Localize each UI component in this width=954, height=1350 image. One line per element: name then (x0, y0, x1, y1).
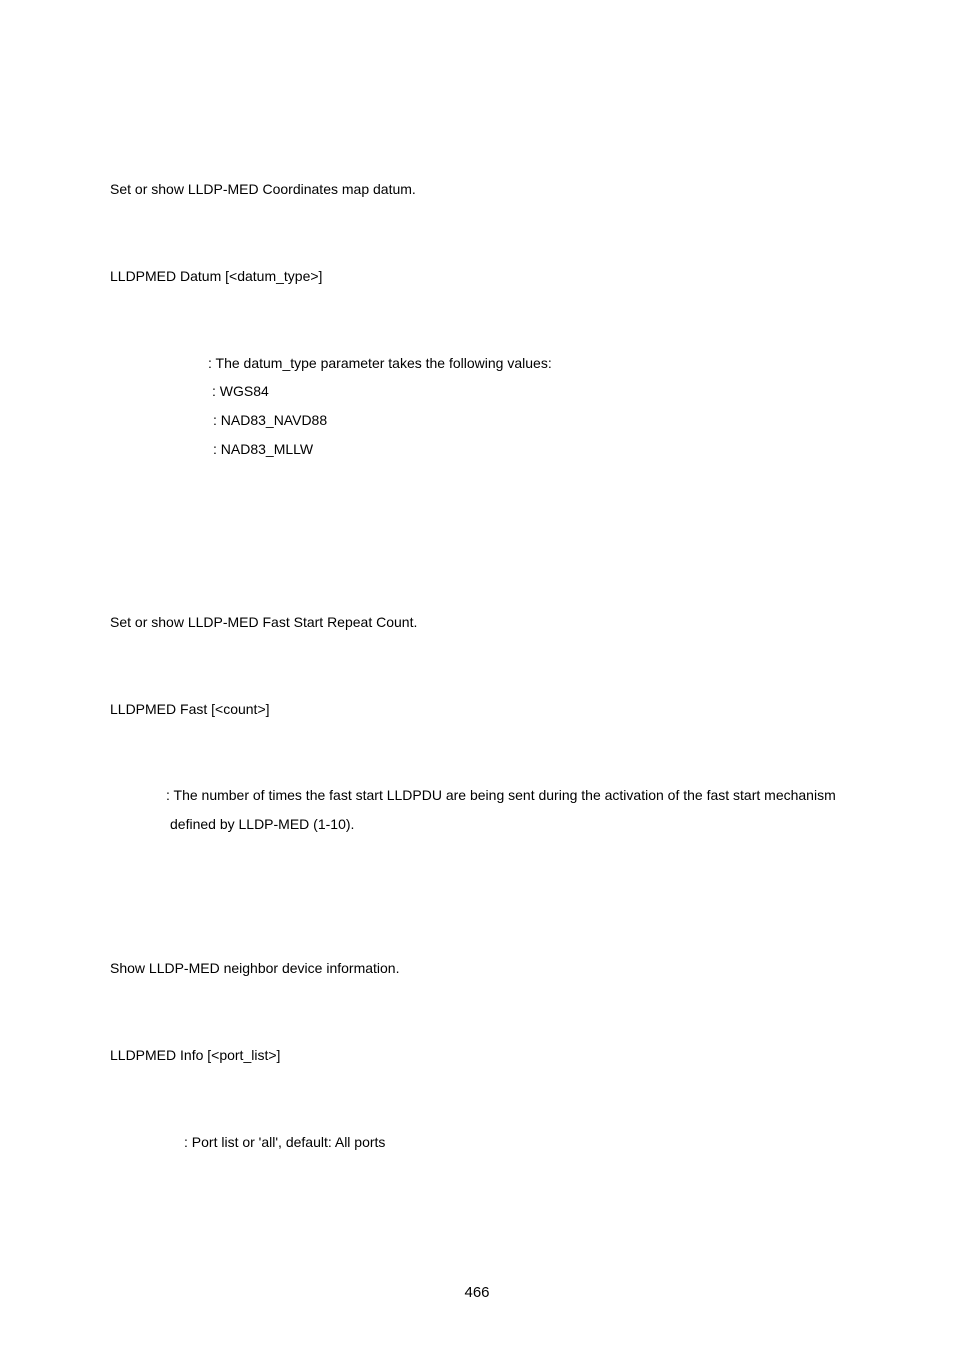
datum-description: Set or show LLDP-MED Coordinates map datum. (110, 181, 416, 197)
info-parameter: : Port list or 'all', default: All ports (184, 1134, 386, 1150)
datum-value-nad83-navd88: : NAD83_NAVD88 (213, 412, 328, 428)
info-description: Show LLDP-MED neighbor device information. (110, 960, 400, 976)
page-number: 466 (464, 1284, 490, 1301)
datum-syntax: LLDPMED Datum [<datum_type>] (110, 268, 323, 284)
fast-parameter-line-1: : The number of times the fast start LLDPDU are being sent during the activation of the fast start mechanism (166, 787, 836, 803)
datum-value-nad83-mllw: : NAD83_MLLW (213, 441, 314, 457)
datum-value-wgs84: : WGS84 (212, 383, 269, 399)
fast-description: Set or show LLDP-MED Fast Start Repeat Count. (110, 614, 418, 630)
info-syntax: LLDPMED Info [<port_list>] (110, 1047, 281, 1063)
datum-parameter-intro: : The datum_type parameter takes the following values: (208, 355, 552, 371)
fast-parameter-line-2: defined by LLDP-MED (1-10). (170, 816, 355, 832)
fast-syntax: LLDPMED Fast [<count>] (110, 701, 270, 717)
